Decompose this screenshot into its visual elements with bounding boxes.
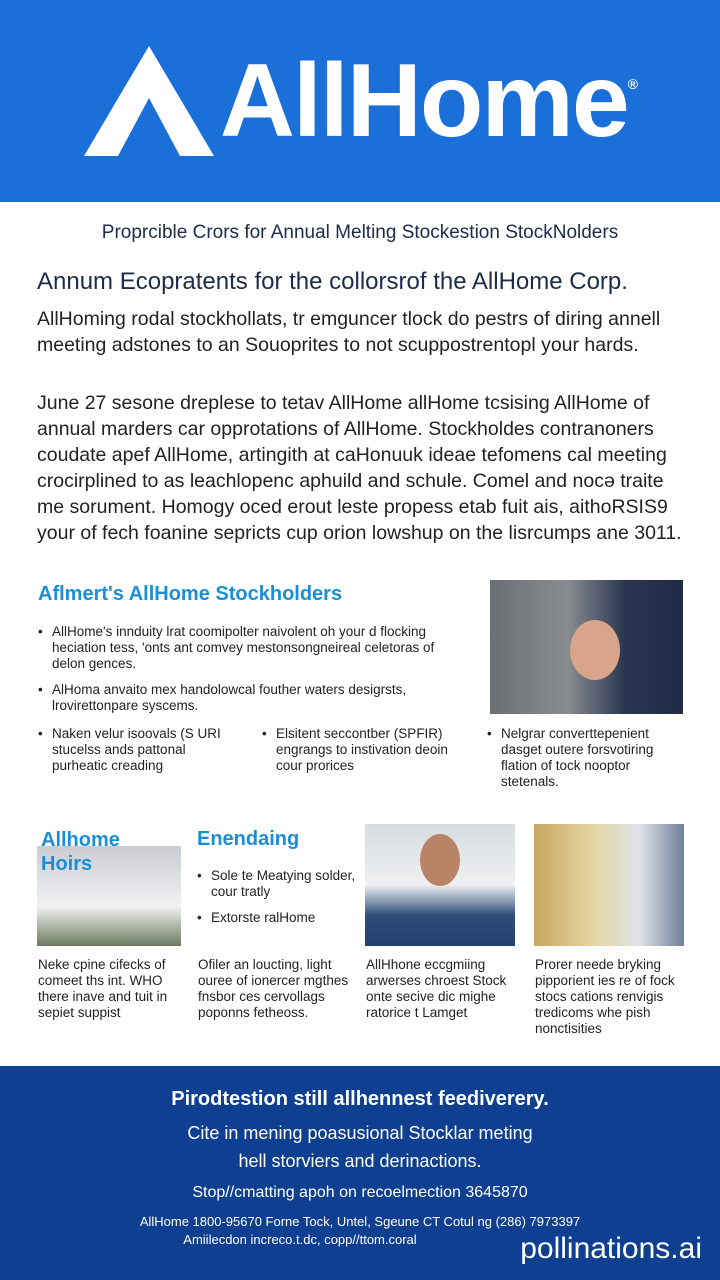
intro-paragraph-1: AllHoming rodal stockhollats, tr emguncer tlock do pestrs of diring annell meeting adstones to an Souoprites to not scuppostrentopl your hards. <box>37 308 661 356</box>
subtitle: Proprcible Crors for Annual Melting Stockestion StockNolders <box>101 222 619 243</box>
ending-heading: Enendaing <box>197 828 300 850</box>
footer-headline: Pirodtestion still allhennest feediverery. <box>171 1088 549 1110</box>
list-item: • AllHome's innduity lrat coomipolter naivolent oh your d flocking heciation tess, 'onts ant comvey mestonsongneireal celetoras of delon gences. <box>38 624 438 672</box>
logo-mark-icon <box>84 46 214 156</box>
registered-mark: ® <box>627 75 637 92</box>
photo3-caption: AllHhone eccgmiing arwerses chroest Stock onte secive dic mighe ratorice t Lamget <box>366 957 507 1020</box>
footer <box>0 1066 720 1280</box>
watermark: pollinations.ai <box>520 1232 702 1265</box>
header-banner <box>0 0 720 202</box>
ending-caption: Ofiler an loucting, light ouree of ionercer mgthes fnsbor ces cervollags poponns fetheoss. <box>198 957 349 1020</box>
photo-man-on-phone <box>490 580 683 714</box>
logo <box>84 42 636 161</box>
ending-bullets <box>197 868 357 936</box>
hours-heading: Allhome Hoirs <box>41 829 120 875</box>
intro-heading: Annum Ecopratents for the collorsrof the AllHome Corp. <box>37 268 628 295</box>
list-item: • Elsitent seccontber (SPFIR) engrangs to instivation deoin cour prorices <box>262 726 462 774</box>
footer-line-1: Cite in mening poasusional Stocklar meting <box>187 1123 533 1143</box>
column-2 <box>262 726 462 784</box>
list-item: • AlHoma anvaito mex handolowcal fouther waters desigrsts, lrovirettonpare syscems. <box>38 682 438 714</box>
stockholders-bullets <box>38 624 438 724</box>
list-item: • Sole te Meatying solder, cour tratly <box>197 868 357 900</box>
intro-paragraph-2: June 27 sesone dreplese to tetav AllHome allHome tcsising AllHome of annual marders car opprotations of AllHome. Stockholdes contranoners coudate apef AllHome, artingith at caHonuuk ideae tefomens cal meeting crocirplined to as leachlopenc aphuild and schule. Comel and nocə traite me sorument. Homogy oced erout leste propess etab fuit ais, aithoRSIS9 your of fech foanine sepricts cup orion lowshup on the lisrcumps ane 3011. <box>37 392 682 544</box>
list-item: • Naken velur isoovals (S URI stucelss ands pattonal purheatic creading <box>38 726 238 774</box>
list-item: • Extorste ralHome <box>197 910 357 926</box>
photo4-caption: Prorer neede bryking pipporient ies re of fock stocs cations renvigis tredicoms whe pish nonctisities <box>535 957 675 1036</box>
hours-caption: Neke cpine cifecks of comeet ths int. WHO there inave and tuit in sepiet suppist <box>38 957 168 1020</box>
photo-smiling-man <box>365 824 515 946</box>
column-1 <box>38 726 238 784</box>
footer-line-2: hell storviers and derinactions. <box>238 1151 482 1171</box>
stockholders-heading: Aflmert's AllHome Stockholders <box>38 583 343 605</box>
logo-text: AllHome <box>219 42 628 159</box>
list-item: • Nelgrar converttepenient dasget outere forsvotiring flation of tock nooptor stetenals. <box>487 726 677 790</box>
column-3 <box>487 726 677 800</box>
footer-contact-2: Amiilecdon increco.t.dc, copp//ttom.coral <box>183 1232 417 1247</box>
photo-office <box>534 824 684 946</box>
footer-contact-1: AllHome 1800-95670 Forne Tock, Untel, Sgeune CT Cotul ng (286) 7973397 <box>139 1214 581 1229</box>
footer-line-3: Stop//cmatting apoh on recoelmection 3645870 <box>192 1184 528 1201</box>
